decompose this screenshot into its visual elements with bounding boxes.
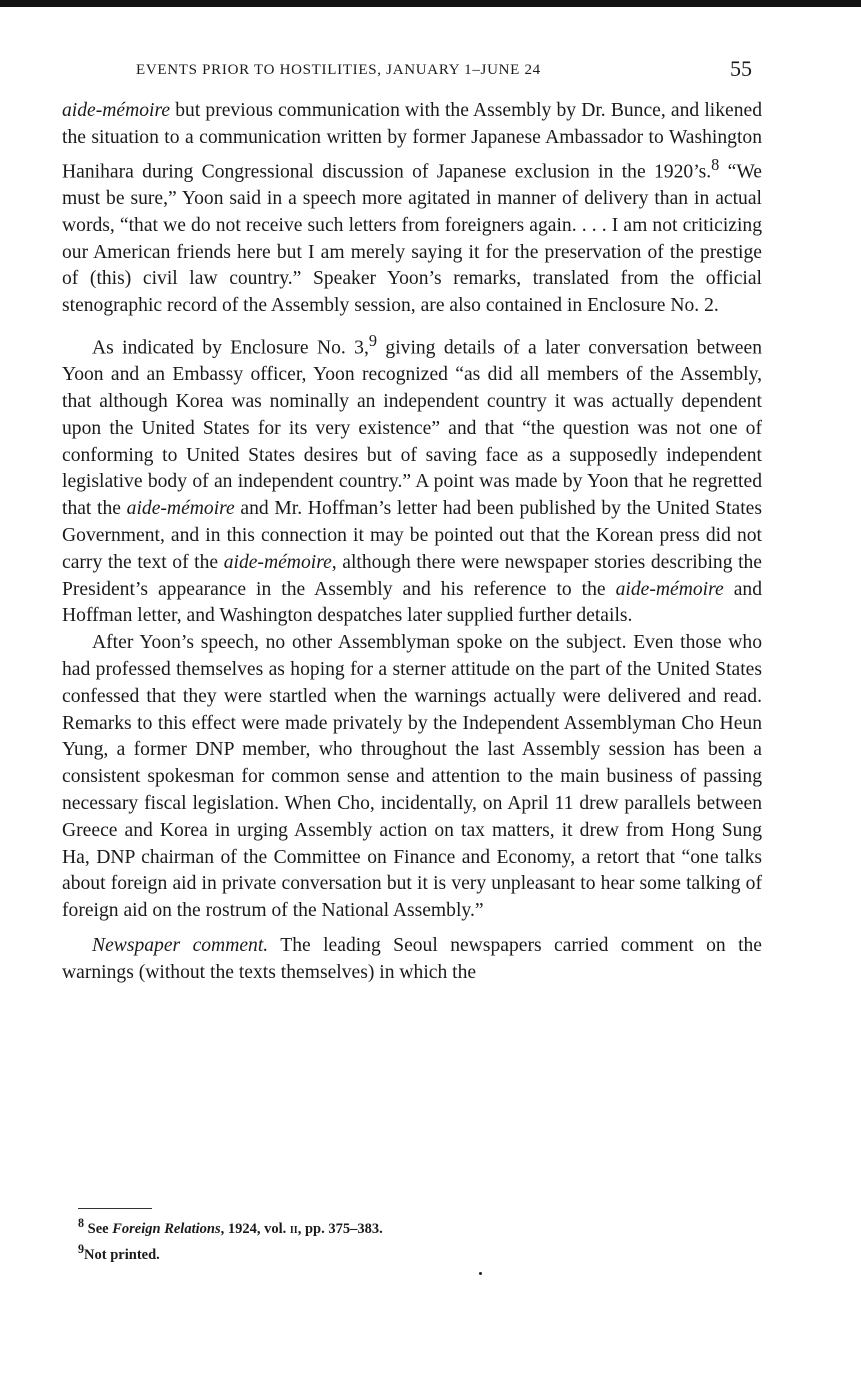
italic-term: aide-mémoire bbox=[223, 551, 332, 573]
paragraph-text: giving details of a later conversation between Yoon and an Embassy officer, Yoon recognized “as did all members of the Assembly, that although Korea was nominally an independent country it was actually dependent upon the United States for its very existence” and that “the question was not one of conforming to United States desires but of saving face as a supposedly independent legislative body of an independent country.” A point was made by Yoon that he regretted that the bbox=[62, 337, 762, 520]
footnote-text: , pp. 375–383. bbox=[297, 1220, 383, 1237]
paragraph-2 bbox=[62, 328, 762, 630]
running-title: EVENTS PRIOR TO HOSTILITIES, JANUARY 1–JUNE 24 bbox=[136, 62, 541, 78]
footnote-8 bbox=[78, 1213, 678, 1239]
paragraph-4 bbox=[62, 933, 762, 987]
italic-term: aide-mémoire bbox=[126, 498, 235, 520]
footnote-text: , 1924, vol. bbox=[220, 1220, 290, 1237]
paragraph-text: , although there were newspaper stories describing the President’s appearance in the Assembly and his reference to the bbox=[62, 551, 763, 600]
body-text bbox=[62, 98, 762, 987]
footnote-ref: 9 bbox=[368, 330, 378, 350]
scan-speck bbox=[479, 1272, 482, 1275]
footnote-rule bbox=[78, 1208, 152, 1209]
footnote-marker: 9 bbox=[78, 1241, 85, 1256]
paragraph-text: As indicated by Enclosure No. 3, bbox=[92, 337, 369, 359]
footnote-ref: 8 bbox=[711, 154, 720, 174]
paragraph-text: The leading Seoul newspapers carried comment on the warnings (without the texts themselves) in which the bbox=[62, 934, 763, 983]
footnote-9 bbox=[78, 1239, 678, 1265]
italic-term: aide-mémoire bbox=[615, 578, 724, 600]
running-head bbox=[62, 56, 762, 86]
footnote-volume: ii bbox=[289, 1220, 298, 1237]
section-heading: Newspaper comment. bbox=[92, 934, 269, 956]
paragraph-text: but previous communication with the Assembly by Dr. Bunce, and likened the situation to a communication written by former Japanese Ambassador to Washington Hanihara during Congressional discussion of Japanese exclusion in the 1920’s. bbox=[62, 100, 762, 183]
paragraph-text: and Hoffman letter, and Washington despatches later supplied further details. bbox=[62, 578, 762, 627]
paragraph-1 bbox=[62, 98, 762, 320]
footnote-italic: Foreign Relations bbox=[112, 1220, 221, 1237]
paragraph-3 bbox=[62, 630, 762, 925]
footnotes bbox=[78, 1213, 678, 1265]
paragraph-text: After Yoon’s speech, no other Assemblyman spoke on the subject. Even those who had professed themselves as hoping for a sterner attitude on the part of the United States confessed that they were startled when the warnings actually were delivered and read. Remarks to this effect were made privately by the Independent Assemblyman Cho Heun Yung, a former DNP member, who throughout the last Assembly session has been a consistent spokesman for common sense and attention to the main business of passing necessary fiscal legislation. When Cho, incidentally, on April 11 drew parallels between Greece and Korea in urging Assembly action on tax matters, it drew from Hong Sung Ha, DNP chairman of the Committee on Finance and Economy, a retort that “one talks about foreign aid in private conversation but it is very unpleasant to hear some talking of foreign aid on the rostrum of the National Assembly.” bbox=[62, 632, 762, 922]
footnote-marker: 8 bbox=[78, 1216, 85, 1230]
scan-top-edge bbox=[0, 0, 861, 7]
footnote-text: See bbox=[84, 1220, 113, 1237]
footnote-text: Not printed. bbox=[84, 1246, 160, 1263]
page-number: 55 bbox=[730, 56, 752, 81]
italic-term: aide-mémoire bbox=[62, 100, 171, 121]
paragraph-text: and Mr. Hoffman’s letter had been published by the United States Government, and in this connection it may be pointed out that the Korean press did not carry the text of the bbox=[62, 498, 762, 573]
paragraph-text: “We must be sure,” Yoon said in a speech more agitated in manner of delivery than in actual words, “that we do not receive such letters from foreigners again. . . . I am not criticizing our American friends here but I am merely saying it for the preservation of the prestige of (this) civil law country.” Speaker Yoon’s remarks, translated from the official stenographic record of the Assembly session, are also contained in Enclosure No. 2. bbox=[62, 161, 763, 317]
